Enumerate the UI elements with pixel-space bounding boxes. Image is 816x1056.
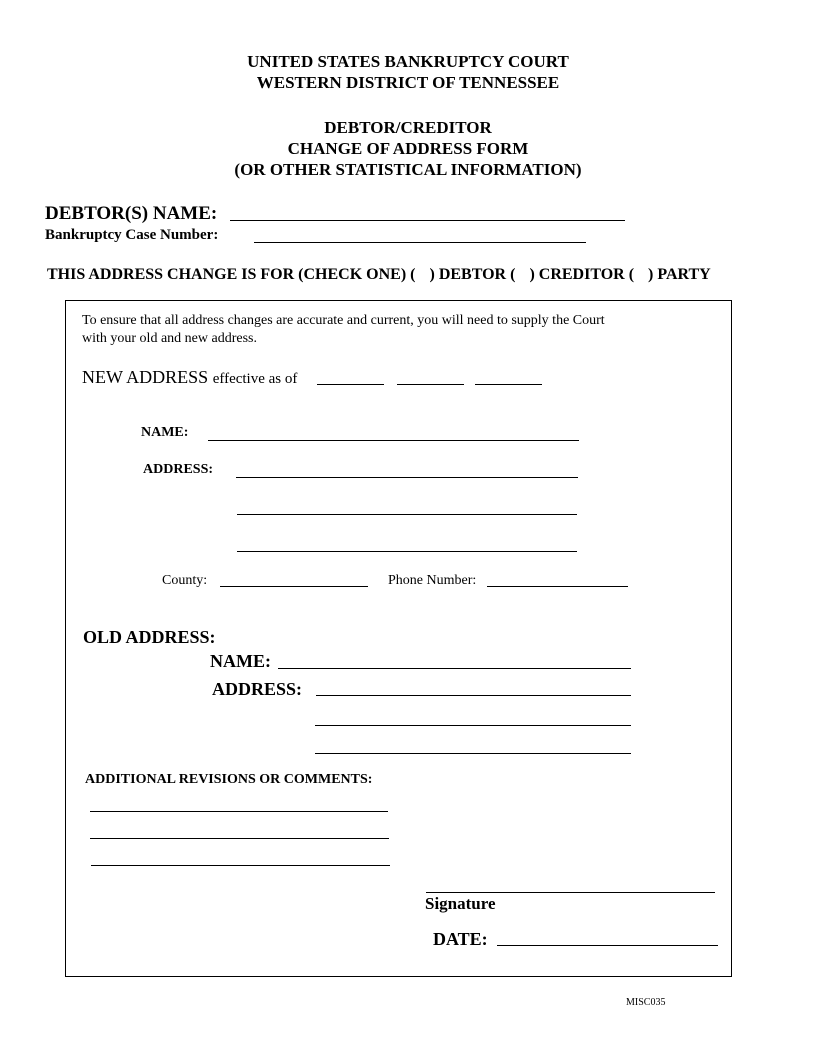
check-one-prefix: THIS ADDRESS CHANGE IS FOR (CHECK ONE) (	[47, 266, 416, 283]
check-one-debtor: ) DEBTOR (	[429, 266, 516, 283]
county-label: County:	[162, 573, 208, 588]
check-one-creditor: ) CREDITOR (	[529, 266, 635, 283]
effective-day-field[interactable]	[397, 384, 464, 385]
instructions-line1: To ensure that all address changes are accurate and current, you will need to supply the Court	[82, 313, 605, 328]
party-checkbox[interactable]	[634, 265, 648, 285]
old-address-line3-field[interactable]	[315, 753, 631, 754]
effective-month-field[interactable]	[317, 384, 384, 385]
comments-line1-field[interactable]	[90, 811, 388, 812]
phone-field[interactable]	[487, 586, 628, 587]
old-name-label: NAME:	[210, 651, 271, 671]
effective-year-field[interactable]	[475, 384, 542, 385]
case-number-field[interactable]	[254, 242, 586, 243]
form-title-line3: (OR OTHER STATISTICAL INFORMATION)	[234, 160, 582, 179]
new-address-line1-field[interactable]	[236, 477, 578, 478]
form-title-line1: DEBTOR/CREDITOR	[324, 118, 492, 137]
comments-label: ADDITIONAL REVISIONS OR COMMENTS:	[85, 772, 373, 787]
debtor-name-label: DEBTOR(S) NAME:	[45, 203, 218, 224]
comments-line2-field[interactable]	[90, 838, 389, 839]
new-address-line3-field[interactable]	[237, 551, 577, 552]
form-code: MISC035	[626, 997, 666, 1008]
new-name-field[interactable]	[208, 440, 579, 441]
old-address-title: OLD ADDRESS:	[83, 627, 216, 647]
debtor-checkbox[interactable]	[416, 265, 430, 285]
date-field[interactable]	[497, 945, 718, 946]
date-label: DATE:	[433, 929, 488, 949]
court-district: WESTERN DISTRICT OF TENNESSEE	[256, 73, 560, 92]
new-address-heading	[82, 366, 297, 390]
debtor-name-field[interactable]	[230, 220, 625, 221]
old-name-field[interactable]	[278, 668, 631, 669]
effective-label: effective as of	[212, 371, 298, 387]
form-title-line2: CHANGE OF ADDRESS FORM	[287, 139, 529, 158]
old-address-line1-field[interactable]	[316, 695, 631, 696]
phone-label: Phone Number:	[388, 573, 477, 588]
old-address-line2-field[interactable]	[315, 725, 631, 726]
check-one-row	[47, 265, 711, 285]
check-one-party: ) PARTY	[648, 266, 711, 283]
creditor-checkbox[interactable]	[515, 265, 529, 285]
county-field[interactable]	[220, 586, 368, 587]
court-name: UNITED STATES BANKRUPTCY COURT	[247, 52, 569, 71]
comments-line3-field[interactable]	[91, 865, 390, 866]
instructions-line2: with your old and new address.	[82, 331, 257, 346]
signature-field[interactable]	[426, 892, 715, 893]
new-address-label: ADDRESS:	[143, 462, 214, 477]
new-address-line2-field[interactable]	[237, 514, 577, 515]
case-number-label: Bankruptcy Case Number:	[45, 227, 219, 243]
new-name-label: NAME:	[141, 425, 189, 440]
old-address-label: ADDRESS:	[212, 679, 303, 699]
new-address-title: NEW ADDRESS	[82, 367, 209, 387]
signature-label: Signature	[425, 894, 496, 913]
